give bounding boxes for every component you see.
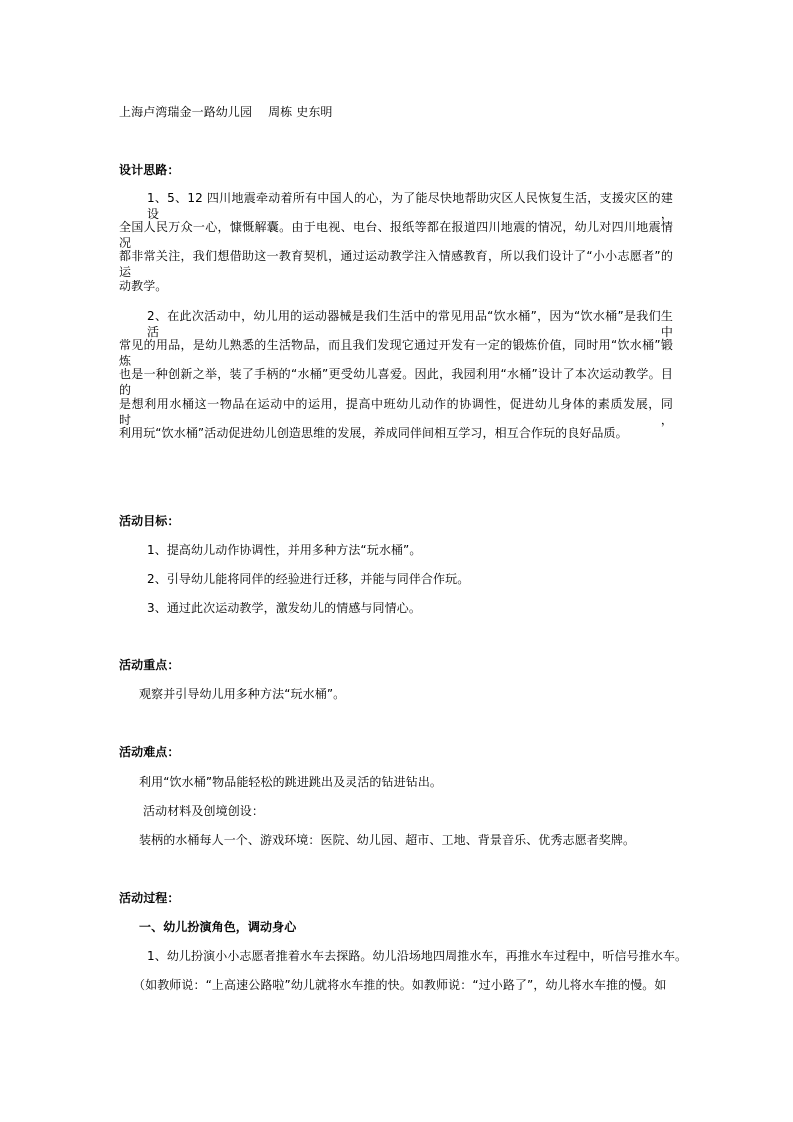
design-p2-line2: 常见的用品，是幼儿熟悉的生活物品，而且我们发现它通过开发有一定的锻炼价值，同时用“饮水桶”锻炼	[119, 338, 673, 368]
design-p2-line3: 也是一种创新之举，装了手柄的“水桶”更受幼儿喜爱。因此，我园利用“水桶”设计了本次运动教学。目的	[119, 367, 673, 397]
design-p2-line1: 2、在此次活动中，幼儿用的运动器械是我们生活中的常见用品“饮水桶”，因为“饮水桶”是我们生活中	[147, 309, 673, 339]
goal-item-2: 2、引导幼儿能将同伴的经验进行迁移，并能与同伴合作玩。	[147, 572, 470, 586]
goals-heading: 活动目标：	[119, 514, 180, 528]
design-p1-line3: 都非常关注，我们想借助这一教育契机，通过运动教学注入情感教育，所以我们设计了“小小志愿者”的运	[119, 249, 673, 279]
goal-item-3: 3、通过此次运动教学，激发幼儿的情感与同情心。	[147, 601, 421, 615]
materials-heading: 活动材料及创境创设：	[143, 804, 265, 818]
design-p1-line2: 全国人民万众一心，慷慨解囊。由于电视、电台、报纸等都在报道四川地震的情况，幼儿对四川地震情况	[119, 220, 673, 250]
focus-text: 观察并引导幼儿用多种方法“玩水桶”。	[139, 687, 346, 701]
difficulty-text: 利用“饮水桶”物品能轻松的跳进跳出及灵活的钻进钻出。	[139, 775, 443, 789]
process-section-1: 一、幼儿扮演角色，调动身心	[139, 920, 297, 934]
design-p2-line4: 是想利用水桶这一物品在运动中的运用，提高中班幼儿动作的协调性，促进幼儿身体的素质发展，同时，	[119, 397, 673, 427]
process-step-1: 1、幼儿扮演小小志愿者推着水车去探路。幼儿沿场地四周推水车，再推水车过程中，听信号推水车。	[147, 949, 688, 963]
design-p2-line5: 利用玩“饮水桶”活动促进幼儿创造思维的发展，养成同伴间相互学习，相互合作玩的良好品质。	[119, 426, 628, 440]
design-p1-line4: 动教学。	[119, 279, 168, 293]
materials-text: 装柄的水桶每人一个、游戏环境：医院、幼儿园、超市、工地、背景音乐、优秀志愿者奖牌。	[139, 833, 636, 847]
process-step-1-cont: （如教师说：“上高速公路啦”幼儿就将水车推的快。如教师说：“过小路了”，幼儿将水车推的慢。如	[133, 978, 667, 992]
design-heading: 设计思路：	[119, 163, 180, 177]
header-line: 上海卢湾瑞金一路幼儿园 周栋 史东明	[119, 105, 333, 119]
design-p1-line1: 1、5、12 四川地震牵动着所有中国人的心，为了能尽快地帮助灾区人民恢复生活，支援灾区的建设，	[147, 191, 673, 221]
focus-heading: 活动重点：	[119, 658, 180, 672]
process-heading: 活动过程：	[119, 891, 180, 905]
difficulty-heading: 活动难点：	[119, 745, 180, 759]
goal-item-1: 1、提高幼儿动作协调性，并用多种方法“玩水桶”。	[147, 543, 422, 557]
